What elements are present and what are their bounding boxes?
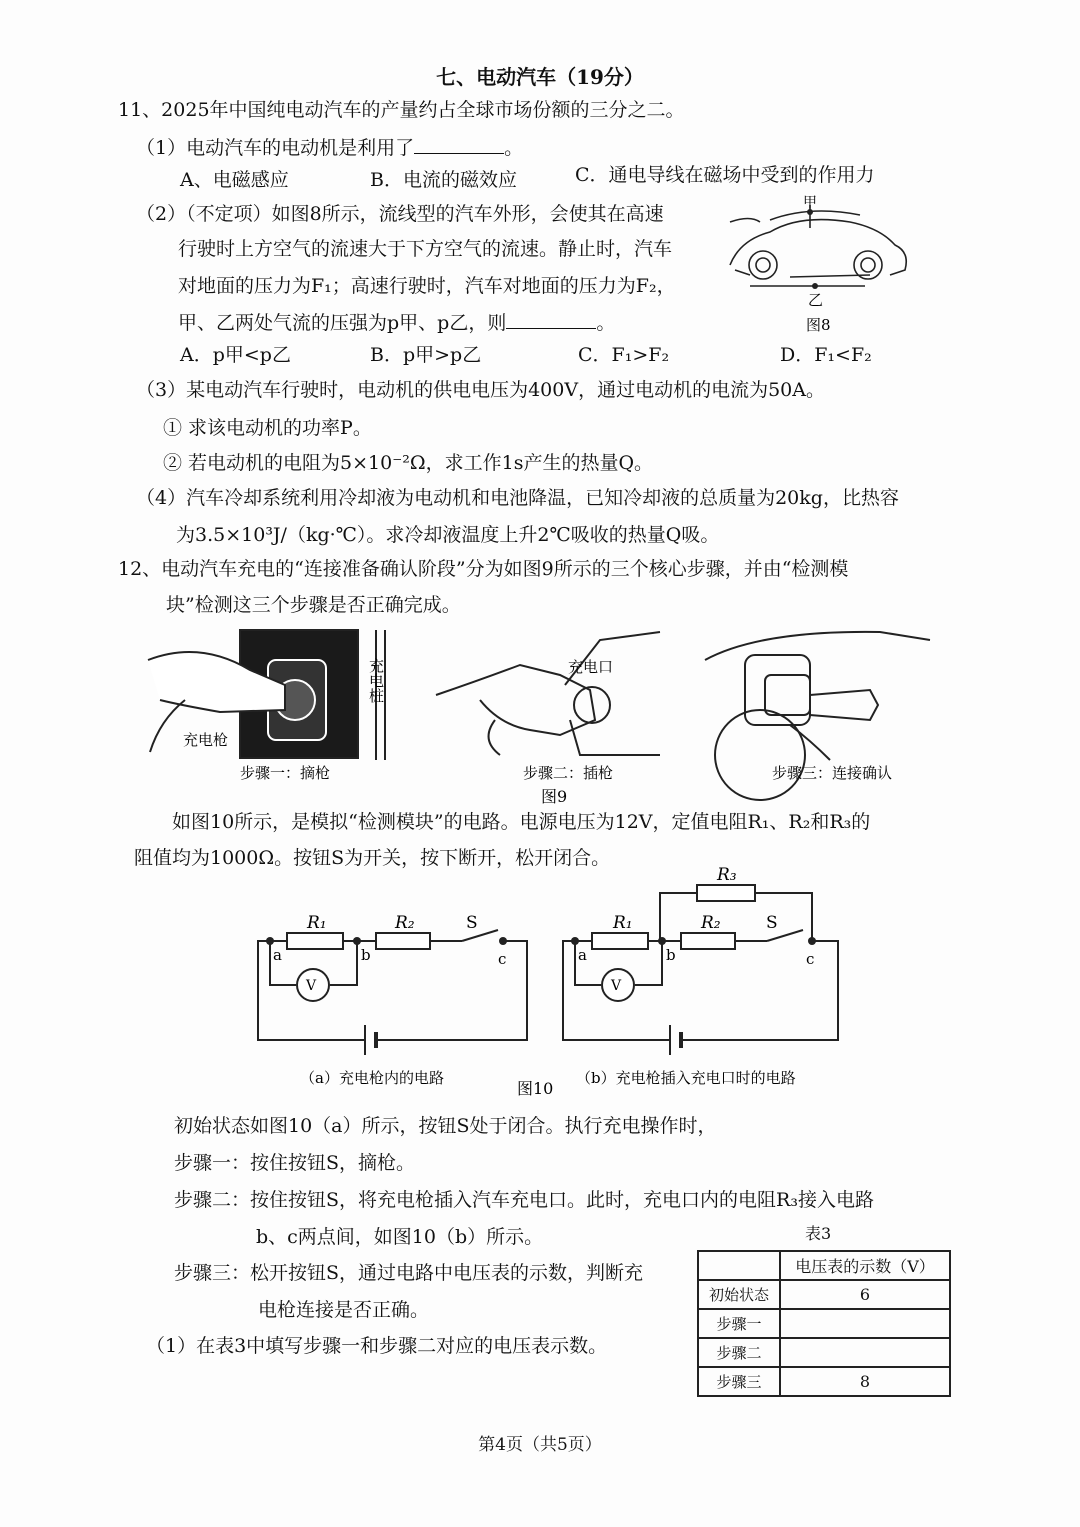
q12-sub1: （1）在表3中填写步骤一和步骤二对应的电压表示数。 [146,1335,608,1357]
point-yi [812,283,818,289]
q11-p3: （3）某电动汽车行驶时，电动机的供电电压为400V，通过电动机的电流为50A。 [136,379,825,401]
r2-label: R₂ [395,913,415,933]
q11-p3-sub2: ② 若电动机的电阻为5×10⁻²Ω，求工作1s产生的热量Q。 [163,452,654,474]
row-label: 步骤二 [698,1338,780,1367]
label-s: S [263,685,273,701]
page-footer: 第4页（共5页） [478,1435,602,1455]
row-value [780,1309,950,1338]
option-b: B．电流的磁效应 [370,169,517,191]
table-row [698,1367,950,1396]
option-a: A．p甲<p乙 [180,344,291,366]
figure-8-label: 图8 [806,316,831,334]
row-label: 初始状态 [698,1280,780,1309]
q11-p2-text: 甲、乙两处气流的压强为p甲、p乙，则 [178,312,507,334]
label-yi: 乙 [808,291,824,309]
row-value: 8 [780,1367,950,1396]
option-c: C．通电导线在磁场中受到的作用力 [575,164,875,186]
table-row [698,1309,950,1338]
circuit-b [563,885,838,1055]
q11-p4-line1: （4）汽车冷却系统利用冷却液为电动机和电池降温，已知冷却液的总质量为20kg，比热容 [136,487,899,509]
q12-line2: 块”检测这三个步骤是否正确完成。 [166,594,461,616]
figure-9-label: 图9 [541,787,568,806]
caption-circuit-a: （a）充电枪内的电路 [300,1069,444,1087]
label-jia: 甲 [803,195,817,211]
q12-step2a: 步骤二：按住按钮S，将充电枪插入汽车充电口。此时，充电口内的电阻R₃接入电路 [174,1189,874,1211]
caption-step1: 步骤一：摘枪 [240,764,331,782]
figure-10-label: 图10 [517,1079,554,1098]
option-b: B．p甲>p乙 [370,344,482,366]
q12-para2: 阻值均为1000Ω。按钮S为开关，按下断开，松开闭合。 [134,847,611,869]
row-value [780,1338,950,1367]
figure-9-step2 [436,632,660,755]
table-corner [698,1251,780,1280]
section-title: 七、电动汽车（19分） [436,65,644,89]
node-c: c [806,950,815,968]
r2-label: R₂ [701,913,721,933]
node-a: a [273,946,282,964]
q12-step1: 步骤一：按住按钮S，摘枪。 [174,1152,416,1174]
q11-p3-sub1: ① 求该电动机的功率P。 [163,417,372,439]
caption-step3: 步骤三：连接确认 [772,764,893,782]
row-value: 6 [780,1280,950,1309]
option-d: D．F₁<F₂ [780,344,872,366]
voltmeter-label: V [611,978,622,994]
table-3-caption: 表3 [805,1224,832,1243]
q12-init: 初始状态如图10（a）所示，按钮S处于闭合。执行充电操作时， [174,1115,717,1137]
q12-step3b: 电枪连接是否正确。 [258,1299,430,1321]
figure-8-car [730,205,906,286]
node-c: c [498,950,507,968]
period: 。 [596,312,616,334]
option-a: A、电磁感应 [180,169,289,191]
node-a: a [578,946,587,964]
table-header: 电压表的示数（V） [780,1251,950,1280]
node-b: b [361,946,371,964]
label-charging-gun: 充电枪 [183,731,229,749]
label-charging-port: 充电口 [568,658,614,676]
q11-stem: 11、2025年中国纯电动汽车的产量约占全球市场份额的三分之二。 [118,99,685,121]
switch-label: S [466,913,478,933]
r3-label: R₃ [717,865,737,885]
q11-p2-line: （2）（不定项）如图8所示，流线型的汽车外形，会使其在高速 [136,203,664,225]
table-3 [697,1250,951,1397]
caption-circuit-b: （b）充电枪插入充电口时的电路 [576,1069,796,1087]
row-label: 步骤一 [698,1309,780,1338]
r1-label: R₁ [307,913,327,933]
q12-para1: 如图10所示，是模拟“检测模块”的电路。电源电压为12V，定值电阻R₁、R₂和R₃的 [172,811,871,833]
q11-p2-line: 对地面的压力为F₁；高速行驶时，汽车对地面的压力为F₂， [178,275,676,297]
q11-p1-text: （1）电动汽车的电动机是利用了 [136,137,415,159]
node-b: b [666,946,676,964]
circuit-a [258,930,527,1055]
voltmeter-label: V [306,978,317,994]
q12-line1: 12、电动汽车充电的“连接准备确认阶段”分为如图9所示的三个核心步骤，并由“检测模 [118,558,849,580]
q12-step2b: b、c两点间，如图10（b）所示。 [256,1226,544,1248]
label-charging-pile: 充电桩 [340,658,385,676]
row-label: 步骤三 [698,1367,780,1396]
r1-label: R₁ [613,913,633,933]
q11-p4-line2: 为3.5×10³J/（kg·℃）。求冷却液温度上升2℃吸收的热量Q吸。 [176,524,720,546]
period: 。 [504,137,524,159]
option-c: C．F₁>F₂ [578,344,670,366]
table-row [698,1280,950,1309]
q12-step3a: 步骤三：松开按钮S，通过电路中电压表的示数，判断充 [174,1262,644,1284]
switch-label: S [766,913,778,933]
table-row [698,1338,950,1367]
q11-p2-line: 行驶时上方空气的流速大于下方空气的流速。静止时，汽车 [178,238,673,260]
caption-step2: 步骤二：插枪 [523,764,614,782]
